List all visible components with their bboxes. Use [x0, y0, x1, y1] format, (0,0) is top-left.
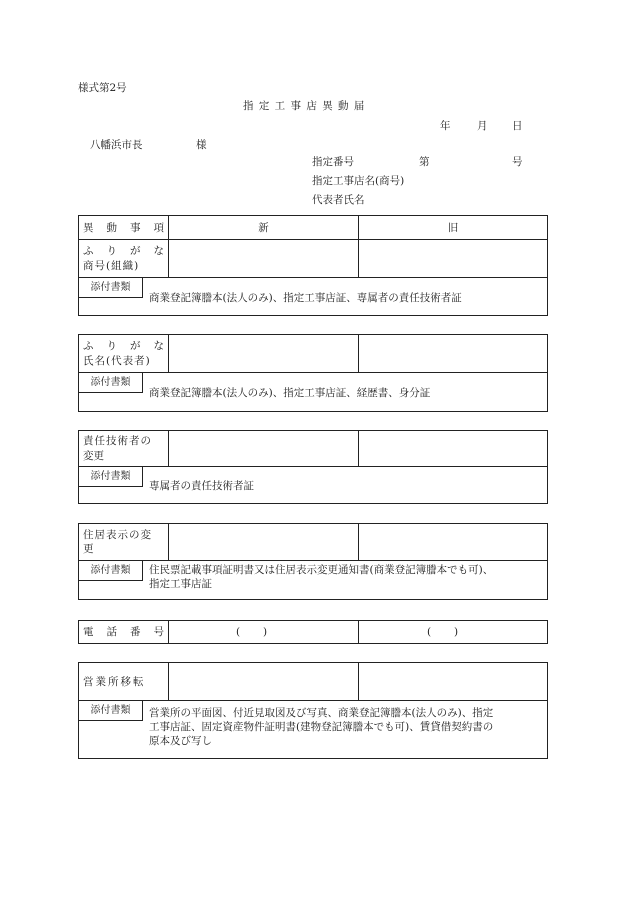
form-number: 様式第2号 — [78, 82, 127, 94]
office-move-attachments-line1: 営業所の平面図、付近見取図及び写真、商業登記簿謄本(法人のみ)、指定 — [149, 707, 494, 719]
designation-number-label: 指定番号 — [312, 156, 354, 168]
address-table — [78, 523, 548, 600]
trade-name-label: 商号(組織) — [83, 260, 140, 272]
old-header: 旧 — [447, 222, 459, 234]
representative-attachments-row — [79, 373, 547, 411]
furigana-label: ふ り が な — [83, 245, 164, 257]
address-new-field[interactable] — [169, 524, 359, 560]
attachments-label: 添付書類 — [79, 701, 143, 721]
date-year-label: 年 — [440, 120, 451, 132]
address-label-line1: 住居表示の変 — [83, 529, 152, 541]
address-row — [79, 524, 547, 561]
new-header: 新 — [258, 222, 269, 234]
address-old-field[interactable] — [359, 524, 547, 560]
table-header-row — [79, 216, 547, 240]
attachments-label: 添付書類 — [79, 561, 143, 581]
designation-go: 号 — [512, 156, 523, 168]
honorific: 様 — [196, 139, 207, 151]
shop-name-label: 指定工事店名(商号) — [312, 175, 405, 187]
furigana-label: ふ り が な — [83, 340, 164, 352]
date-day-label: 日 — [512, 120, 523, 132]
attachments-label: 添付書類 — [79, 373, 143, 393]
office-move-old-field[interactable] — [359, 663, 547, 700]
trade-name-attachments: 商業登記簿謄本(法人のみ)、指定工事店証、専属者の責任技術者証 — [149, 292, 462, 304]
phone-new-open-paren: ( — [236, 626, 241, 638]
representative-new-field[interactable] — [169, 335, 359, 372]
office-move-row — [79, 663, 547, 701]
trade-name-attachments-row — [79, 278, 547, 315]
representative-table — [78, 334, 548, 412]
office-move-attachments-line2: 工事店証、固定資産物件証明書(建物登記簿謄本でも可)、賃貸借契約書の — [149, 721, 494, 733]
engineer-attachments: 専属者の責任技術者証 — [149, 480, 254, 492]
engineer-attachments-row — [79, 467, 547, 503]
address-attachments-line1: 住民票記載事項証明書又は住居表示変更通知書(商業登記簿謄本でも可)、 — [149, 564, 494, 576]
phone-table — [78, 620, 548, 644]
office-move-label: 営業所移転 — [83, 676, 146, 688]
address-attachments-row — [79, 561, 547, 599]
engineer-row — [79, 431, 547, 467]
phone-old-open-paren: ( — [427, 626, 432, 638]
engineer-old-field[interactable] — [359, 431, 547, 466]
phone-new-field[interactable] — [169, 621, 359, 643]
attachments-label: 添付書類 — [79, 278, 143, 298]
designation-dai: 第 — [419, 156, 430, 168]
representative-old-field[interactable] — [359, 335, 547, 372]
trade-name-new-field[interactable] — [169, 240, 359, 277]
engineer-label-line2: 変更 — [83, 450, 104, 462]
phone-old-field[interactable] — [359, 621, 547, 643]
address-attachments-line2: 指定工事店証 — [149, 578, 212, 590]
engineer-label-line1: 責任技術者の — [83, 435, 152, 447]
trade-name-table — [78, 215, 548, 316]
date-month-label: 月 — [477, 120, 488, 132]
office-move-table — [78, 662, 548, 759]
page-title: 指 定 工 事 店 異 動 届 — [243, 100, 366, 112]
trade-name-row — [79, 240, 547, 278]
addressee: 八幡浜市長 — [90, 139, 143, 151]
representative-name-field-label: 氏名(代表者) — [83, 355, 151, 367]
trade-name-old-field[interactable] — [359, 240, 547, 277]
item-header: 異 動 事 項 — [83, 222, 164, 234]
phone-row — [79, 621, 547, 643]
representative-name-label: 代表者氏名 — [312, 194, 365, 206]
representative-attachments: 商業登記簿謄本(法人のみ)、指定工事店証、経歴書、身分証 — [149, 387, 431, 399]
attachments-label: 添付書類 — [79, 467, 143, 487]
phone-label: 電 話 番 号 — [83, 626, 164, 638]
phone-old-close-paren: ) — [454, 626, 459, 638]
office-move-attachments-row — [79, 701, 547, 758]
engineer-table — [78, 430, 548, 504]
engineer-new-field[interactable] — [169, 431, 359, 466]
representative-row — [79, 335, 547, 373]
phone-new-close-paren: ) — [263, 626, 268, 638]
address-label-line2: 更 — [83, 543, 94, 555]
office-move-attachments-line3: 原本及び写し — [149, 735, 212, 747]
office-move-new-field[interactable] — [169, 663, 359, 700]
